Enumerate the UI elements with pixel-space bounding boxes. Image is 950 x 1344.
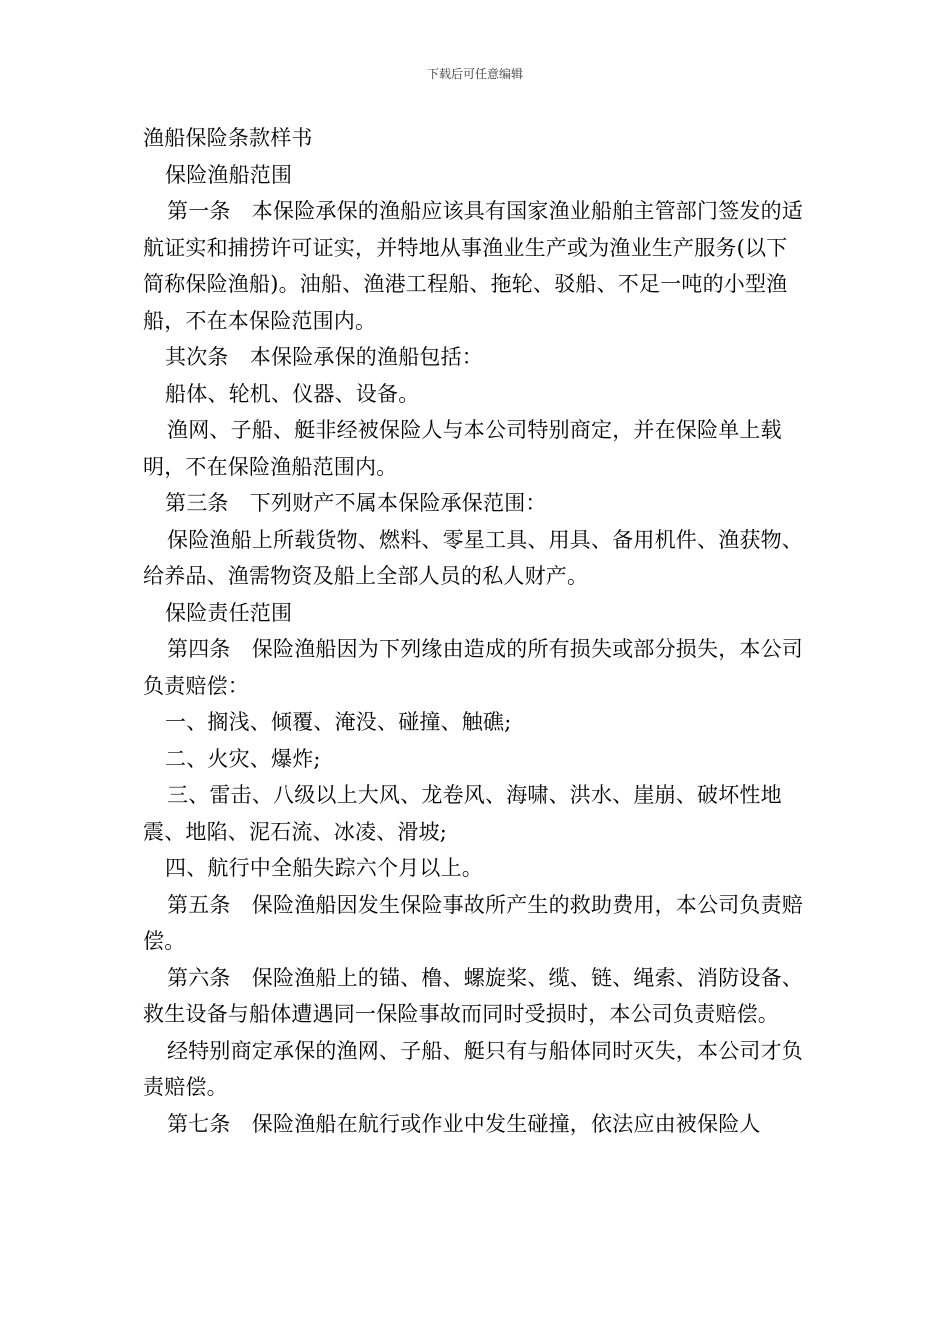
page-header-note: 下载后可任意编辑 [426, 67, 523, 81]
article-4-item-2: 二、火灾、爆炸; [165, 746, 321, 771]
article-4-item-1: 一、搁浅、倾覆、淹没、碰撞、触礁; [165, 710, 512, 734]
article-4-item-3: 三、雷击、八级以上大风、龙卷风、海啸、洪水、崖崩、破坏性地震、地陷、泥石流、冰凌、滑坡; [143, 783, 782, 844]
article-7: 第七条 保险渔船在航行或作业中发生碰撞，依法应由被保险人 [167, 1111, 761, 1136]
article-3: 第三条 下列财产不属本保险承保范围： [165, 491, 547, 515]
article-5: 第五条 保险渔船因发生保险事故所产生的救助费用，本公司负责赔偿。 [143, 892, 803, 953]
article-4: 第四条 保险渔船因为下列缘由造成的所有损失或部分损失，本公司负责赔偿： [143, 637, 803, 698]
section-heading-liability: 保险责任范围 [165, 600, 293, 625]
article-2: 其次条 本保险承保的渔船包括： [165, 345, 483, 369]
article-2-item-nets: 渔网、子船、艇非经被保险人与本公司特别商定，并在保险单上载明，不在保险渔船范围内。 [143, 418, 782, 479]
document-title: 渔船保险条款样书 [143, 126, 313, 150]
section-heading-insured-vessels: 保险渔船范围 [165, 162, 293, 187]
article-2-item-hull: 船体、轮机、仪器、设备。 [165, 381, 420, 406]
document-body [143, 120, 807, 1142]
article-1: 第一条 本保险承保的渔船应该具有国家渔业船舶主管部门签发的适航证实和捕捞许可证实，并特地从事渔业生产或为渔业生产服务(以下简称保险渔船)。油船、渔港工程船、拖轮、驳船、不足一吨的小型渔船，不在本保险范围内。 [143, 199, 803, 333]
article-6-detail: 经特别商定承保的渔网、子船、艇只有与船体同时灭失，本公司才负责赔偿。 [143, 1038, 803, 1099]
article-3-detail: 保险渔船上所载货物、燃料、零星工具、用具、备用机件、渔获物、给养品、渔需物资及船上全部人员的私人财产。 [143, 527, 803, 588]
article-4-item-4: 四、航行中全船失踪六个月以上。 [165, 856, 483, 880]
article-6: 第六条 保险渔船上的锚、橹、螺旋桨、缆、链、绳索、消防设备、救生设备与船体遭遇同一保险事故而同时受损时，本公司负责赔偿。 [143, 965, 803, 1026]
